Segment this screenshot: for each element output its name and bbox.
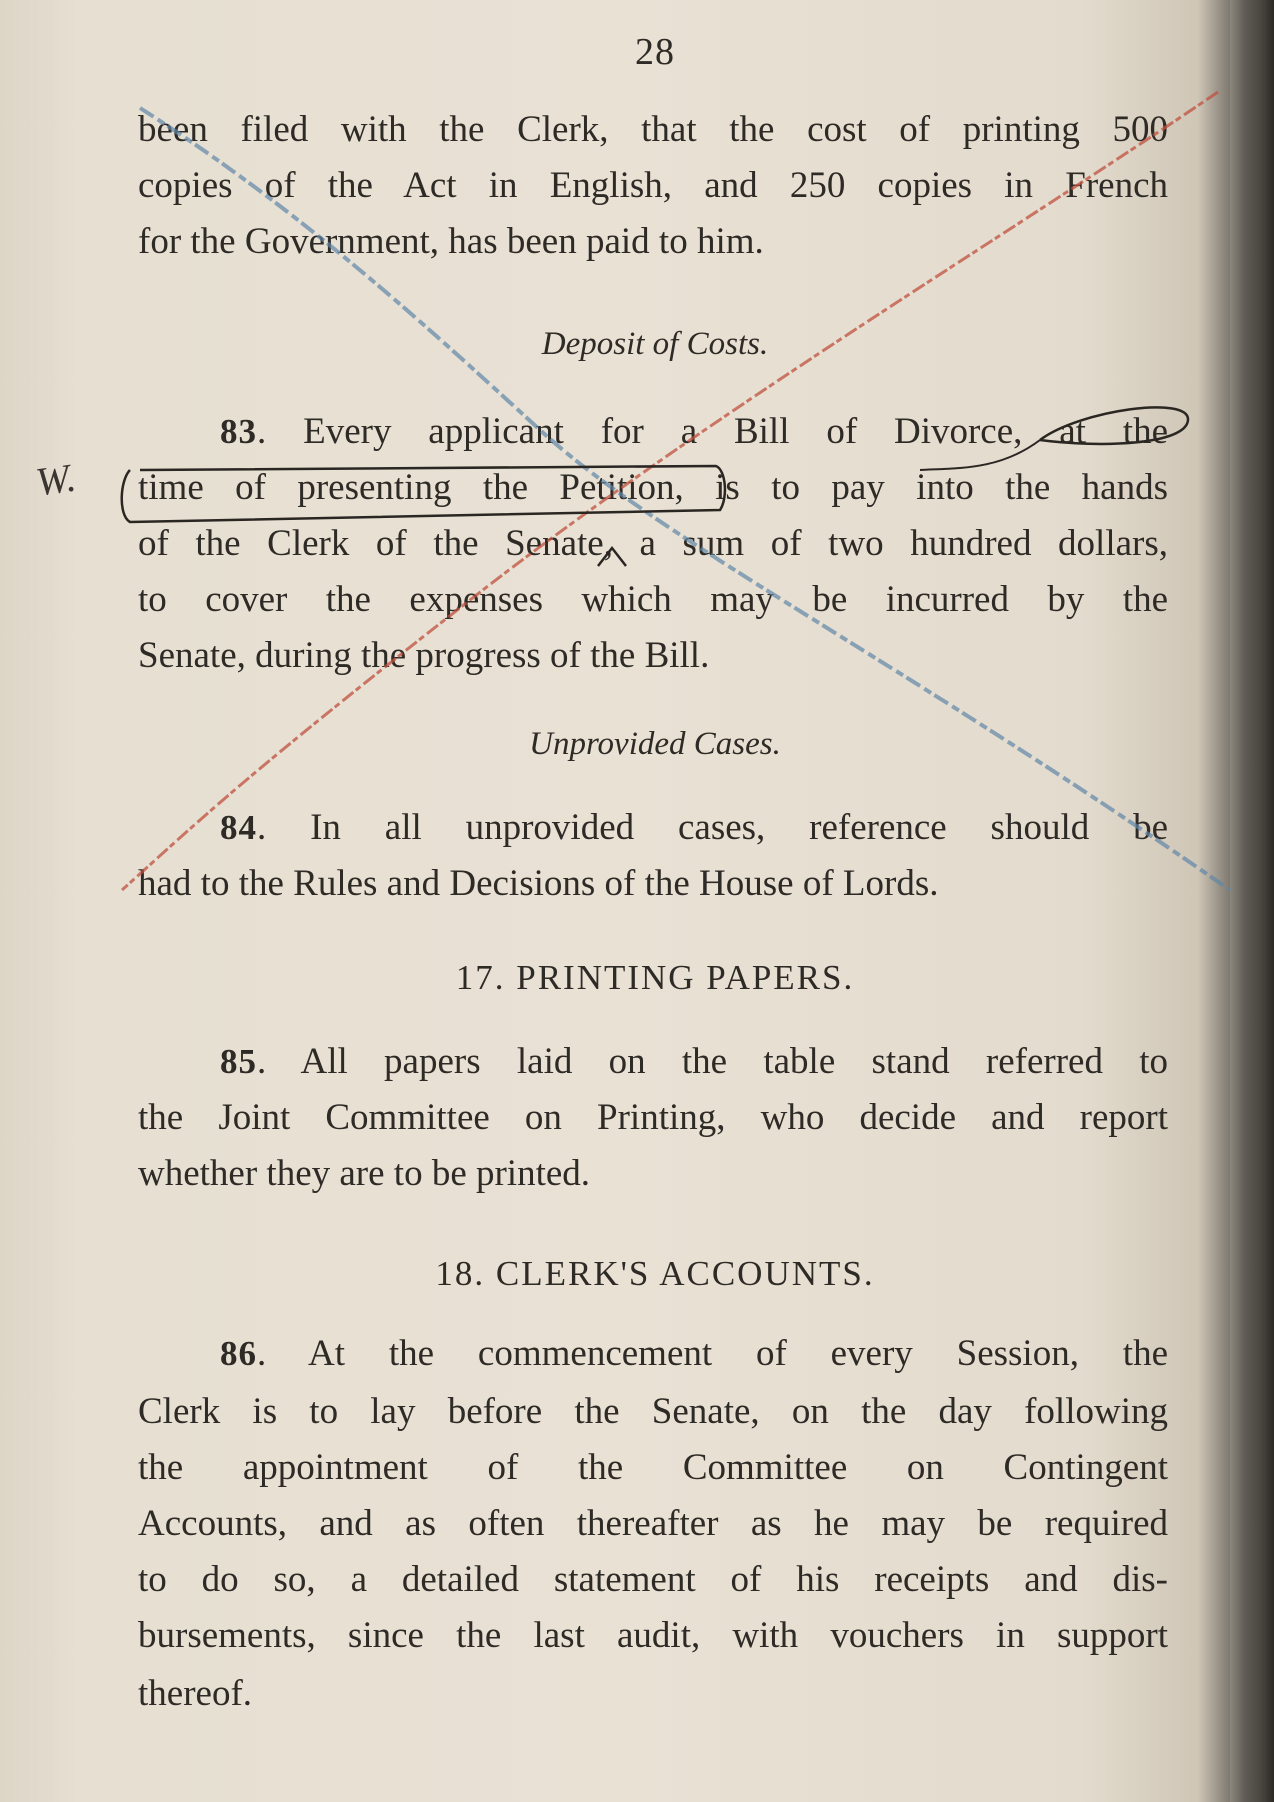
rule-number-84: 84 <box>220 808 257 847</box>
rule-84-text: In all unprovided cases, reference should be <box>310 807 1169 848</box>
text-line-1: been filed with the Clerk, that the cost of printing 500 <box>138 109 1168 150</box>
rule-86-line-6: bursements, since the last audit, with vouchers in support <box>138 1615 1168 1656</box>
rule-84-line-2: had to the Rules and Decisions of the House of Lords. <box>138 863 939 904</box>
rule-number-86: 86 <box>220 1334 257 1373</box>
rule-85-line-2: the Joint Committee on Printing, who decide and report <box>138 1097 1168 1138</box>
rule-number-85: 85 <box>220 1042 257 1081</box>
subheading-unprovided-cases: Unprovided Cases. <box>529 726 781 762</box>
rule-86-line-5: to do so, a detailed statement of his receipts and dis- <box>138 1559 1168 1600</box>
rule-number-83: 83 <box>220 412 257 451</box>
rule-86-first-line: 86. At the commencement of every Session, the <box>220 1333 1168 1374</box>
rule-83-line-2: time of presenting the Petition, is to pay into the hands <box>138 467 1168 508</box>
rule-86-line-7: thereof. <box>138 1673 253 1714</box>
rule-84-first-line: 84. In all unprovided cases, reference should be <box>220 807 1169 848</box>
book-spine-shadow <box>1230 0 1274 1802</box>
rule-85-text: All papers laid on the table stand referred to <box>300 1041 1168 1082</box>
section-heading-clerks-accounts: 18. CLERK'S ACCOUNTS. <box>435 1254 875 1293</box>
text-line-2: copies of the Act in English, and 250 copies in French <box>138 165 1168 206</box>
text-line-3: for the Government, has been paid to him. <box>138 221 764 262</box>
rule-85-line-3: whether they are to be printed. <box>138 1153 591 1194</box>
rule-86-line-4: Accounts, and as often thereafter as he may be required <box>138 1503 1168 1544</box>
rule-86-line-3: the appointment of the Committee on Contingent <box>138 1447 1168 1488</box>
page-number: 28 <box>635 31 675 73</box>
rule-83-first-line: 83. Every applicant for a Bill of Divorce, at the <box>220 411 1168 452</box>
margin-handwritten-note: W. <box>33 454 79 505</box>
subheading-deposit-of-costs: Deposit of Costs. <box>541 326 769 362</box>
rule-83-line-3: of the Clerk of the Senate, a sum of two hundred dollars, <box>138 523 1168 564</box>
rule-83-text: Every applicant for a Bill of Divorce, at the <box>303 411 1168 452</box>
rule-83-line-5: Senate, during the progress of the Bill. <box>138 635 710 676</box>
rule-83-line-4: to cover the expenses which may be incurred by the <box>138 579 1168 620</box>
rule-85-first-line: 85. All papers laid on the table stand referred to <box>220 1041 1168 1082</box>
section-heading-printing-papers: 17. PRINTING PAPERS. <box>455 958 855 997</box>
rule-86-text: At the commencement of every Session, the <box>308 1333 1168 1374</box>
rule-86-line-2: Clerk is to lay before the Senate, on the day following <box>138 1391 1168 1432</box>
